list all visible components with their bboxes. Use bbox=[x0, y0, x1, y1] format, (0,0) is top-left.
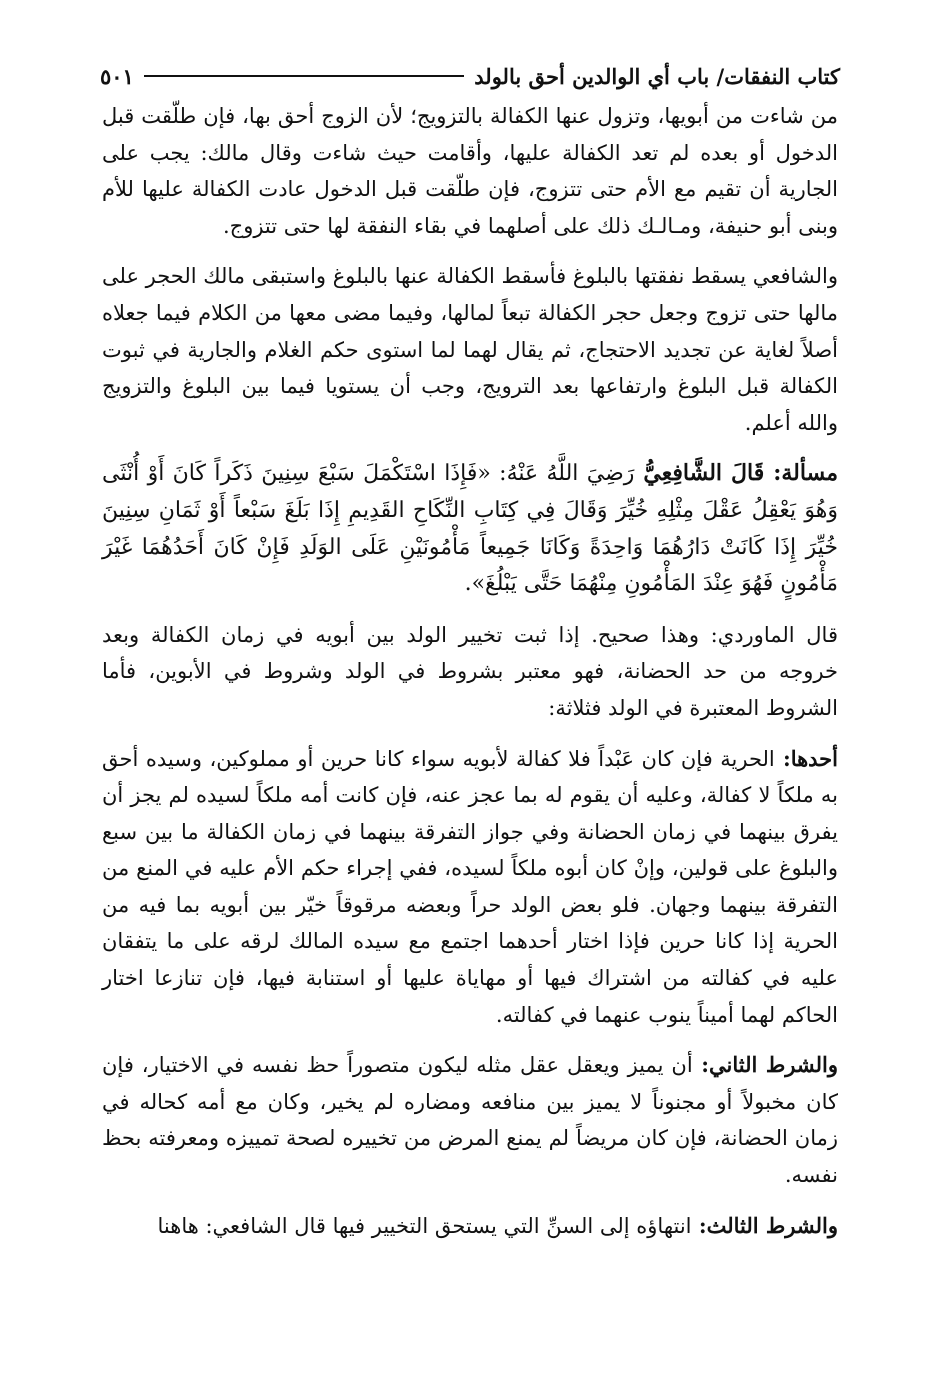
paragraph-lead: والشرط الثالث: bbox=[691, 1212, 838, 1238]
chapter-title: كتاب النفقات/ باب أي الوالدين أحق بالولد bbox=[474, 63, 840, 89]
paragraph bbox=[102, 1208, 838, 1245]
paragraph bbox=[102, 98, 838, 244]
page-number: ٥٠١ bbox=[100, 63, 134, 89]
paragraph bbox=[102, 617, 838, 727]
paragraph-text: والشافعي يسقط نفقتها بالبلوغ فأسقط الكفالة عنها بالبلوغ واستبقى مالك الحجر على مالها حتى تزوج وجعل حجر الكفالة تبعاً لمالها، وفيما مضى معها من الكلام فيما جعلاه أصلاً لغاية عن تجديد الاحتجاج، ثم يقال لهما لما استوى حكم الغلام والجارية في ثبوت الكفالة قبل البلوغ وارتفاعها بعد الترويج، وجب أن يستويا فيما بين البلوغ والتزويج والله أعلم. bbox=[102, 264, 838, 435]
paragraph-text: من شاءت من أبويها، وتزول عنها الكفالة بالتزويج؛ لأن الزوج أحق بها، فإن طلّقت قبل الدخول أو بعده لم تعد الكفالة عليها، وأقامت حيث شاءت وقال مالك: يجب على الجارية أن تقيم مع الأم حتى تتزوج، فإن طلّقت قبل الدخول عادت الكفالة عليها للأم وبنى أبو حنيفة، ومـالـك ذلك على أصلهما في بقاء النفقة لها حتى تتزوج. bbox=[102, 104, 838, 238]
paragraph-text: أن يميز ويعقل عقل مثله ليكون متصوراً حظ نفسه في الاختيار، فإن كان مخبولاً أو مجنوناً لا يميز بين منافعه ومضاره لم يخير، وكان مع أمه كحاله في زمان الحضانة، فإن كان مريضاً لم يمنع المرض من تخييره لصحة تمييزه ومعرفته بحظ نفسه. bbox=[102, 1053, 838, 1188]
paragraph-lead: مسألة: قَالَ الشَّافِعِيُّ bbox=[634, 460, 838, 487]
paragraph-text: قال الماوردي: وهذا صحيح. إذا ثبت تخيير الولد بين أبويه في زمان الكفالة وبعد خروجه من حد الحضانة، فهو معتبر بشروط في الولد وشروط في الأبوين، فأما الشروط المعتبرة في الولد فثلاثة: bbox=[102, 622, 838, 720]
paragraph bbox=[102, 1047, 838, 1193]
paragraph bbox=[102, 741, 838, 1034]
paragraph-lead: والشرط الثاني: bbox=[692, 1052, 839, 1078]
body-text bbox=[102, 98, 838, 1244]
paragraph-lead: أحدها: bbox=[774, 745, 839, 771]
paragraph-text: انتهاؤه إلى السنِّ التي يستحق التخيير فيها قال الشافعي: هاهنا bbox=[157, 1213, 692, 1238]
header-rule bbox=[144, 75, 464, 77]
paragraph-text: الحرية فإن كان عَبْداً فلا كفالة لأبويه سواء كانا حرين أو مملوكين، وسيده أحق به ملكاً لا كفالة، وعليه أن يقوم له بما عجز عنه، فإن كانت أمه ملكاً لسيده لم يجز أن يفرق بينهما في زمان الحضانة وفي جواز التفرقة بينهما في زمان الكفالة ما بين سبع والبلوغ على قولين، وإنْ كان أبوه ملكاً لسيده، ففي إجراء حكم الأم عليه في المنع من التفرقة بينهما وجهان. فلو بعض الولد حراً وبعضه مرقوقاً خيّر بين أبويه بما فيه من الحرية إذا كانا حرين فإذا اختار أحدهما اجتمع مع سيده المالك لرقه على ما يتفقان عليه في كفالته من اشتراك فيها أو مهاياة عليها أو استنابة فيها، فإن تنازعا اختار الحاكم لهما أميناً ينوب عنهما في كفالته. bbox=[102, 746, 838, 1027]
paragraph-text: رَضِيَ اللَّهُ عَنْهُ: «فَإِذَا اسْتَكْمَلَ سَبْعَ سِنِينَ ذَكَراً كَانَ أَوْ أُنْثَى وَهُوَ يَعْقِلُ عَقْلَ مِثْلِهِ خُيِّرَ وَقَالَ فِي كِتَابِ النِّكَاحِ القَدِيمِ إِذَا بَلَغَ سَبْعاً أَوْ ثَمَانِ سِنِينَ خُيِّرَ إِذَا كَانَتْ دَارُهُمَا وَاحِدَةً وَكَانَا جَمِيعاً مَأْمُونَيْنِ عَلَى الوَلَدِ فَإِنْ كَانَ أَحَدُهُمَا غَيْرَ مَأْمُونٍ فَهُوَ عِنْدَ المَأْمُونِ مِنْهُمَا حَتَّى يَبْلُغَ». bbox=[102, 461, 838, 597]
running-header bbox=[100, 58, 840, 94]
paragraph bbox=[102, 258, 838, 441]
masala-paragraph bbox=[102, 455, 838, 602]
